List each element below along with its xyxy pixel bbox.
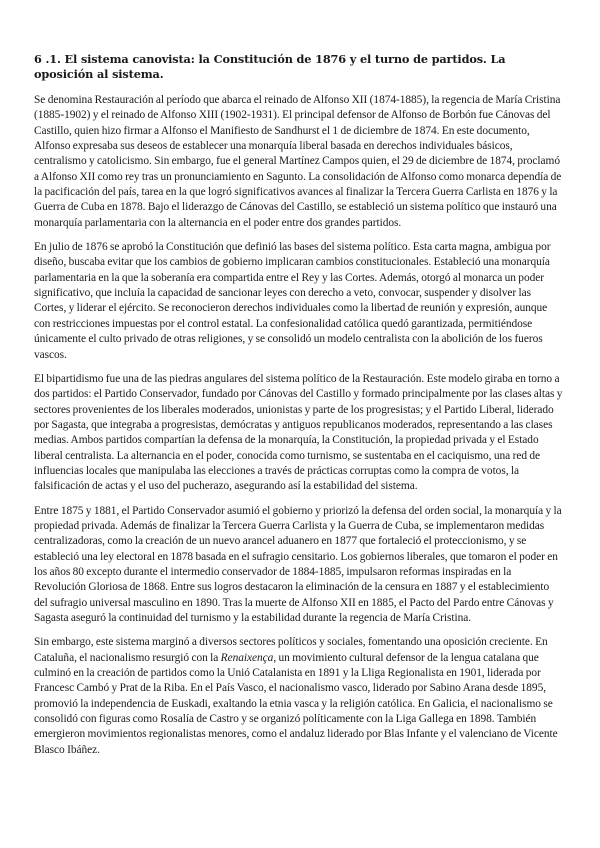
paragraph-text: , un movimiento cultural defensor de la lengua catalana que culminó en la creación de partidos como la Unió Catalanista en 1891 y la Lliga Regionalista en 1901, liderada por Francesc Cambó y Prat de la Riba. En el País Vasco, el nacionalismo vasco, liderado por Sabino Arana desde 1895, promovió la independencia de Euskadi, exaltando la etnia vasca y la religión católica. En Galicia, el nacionalismo se consolidó con figuras como Rosalía de Castro y se organizó políticamente con la Liga Gallega en 1898. También emergieron movimientos regionalistas menores, como el andaluz liderado por Blas Infante y el valenciano de Vicente Blasco Ibáñez.	[34, 651, 558, 756]
paragraph-text: Se denomina Restauración al período que abarca el reinado de Alfonso XII (1874-1885), la regencia de María Cristina (1885-1902) y el reinado de Alfonso XIII (1902-1931). El principal defensor de Alfonso de Borbón fue Cánovas del Castillo, quien hizo firmar a Alfonso el Manifiesto de Sandhurst el 1 de diciembre de 1874. En este documento, Alfonso expresaba sus deseos de establecer una monarquía liberal basada en derechos individuales básicos, centralismo y catolicismo. Sin embargo, fue el general Martínez Campos quien, el 29 de diciembre de 1874, proclamó a Alfonso XII como rey tras un pronunciamiento en Sagunto. La consolidación de Alfonso como monarca dependía de la pacificación del país, tarea en la que logró significativos avances al finalizar la Tercera Guerra Carlista en 1876 y la Guerra de Cuba en 1878. Bajo el liderazgo de Cánovas del Castillo, se estableció un sistema político que instauró una monarquía parlamentaria con la alternancia en el poder entre dos grandes partidos.	[34, 94, 562, 229]
paragraph-oposicion	[34, 635, 564, 758]
renaixenca-term: Renaixença	[220, 651, 274, 664]
paragraph-text: Sin embargo, este sistema marginó a diversos sectores políticos y sociales, fomentando una oposición creciente. En Cataluña, el nacionalismo resurgió con la	[34, 636, 548, 664]
paragraph-restauracion	[34, 93, 564, 231]
section-title: 6 .1. El sistema canovista: la Constitución de 1876 y el turno de partidos. La oposición al sistema.	[34, 52, 506, 81]
paragraph-text: El bipartidismo fue una de las piedras angulares del sistema político de la Restauración. Este modelo giraba en torno a dos partidos: el Partido Conservador, fundado por Cánovas del Castillo y formado principalmente por las clases altas y sectores provenientes de los liberales moderados, unionistas y parte de los progresistas; y el Partido Liberal, liderado por Sagasta, que integraba a progresistas, demócratas y antiguos republicanos moderados, representando a las clases medias. Ambos partidos compartían la defensa de la monarquía, la Constitución, la propiedad privada y el Estado liberal centralista. La alternancia en el poder, conocida como turnismo, se sustentaba en el caciquismo, una red de influencias locales que manipulaba las elecciones a través de prácticas corruptas como la compra de votos, la falsificación de actas y el uso del pucherazo, asegurando así la estabilidad del sistema.	[34, 372, 563, 493]
paragraph-turno-gobiernos	[34, 504, 564, 627]
paragraph-text: En julio de 1876 se aprobó la Constitución que definió las bases del sistema político. Esta carta magna, ambigua por diseño, buscaba evitar que los cambios de gobierno implicaran cambios constitucionales. Estableció una monarquía parlamentaria en la que la soberanía era compartida entre el Rey y las Cortes. Además, otorgó al monarca un poder significativo, que incluía la capacidad de sancionar leyes con derecho a veto, convocar, suspender y disolver las Cortes, y liderar el ejército. Se reconocieron derechos individuales como la libertad de reunión y expresión, aunque con restricciones impuestas por el control estatal. La confesionalidad católica quedó garantizada, permitiéndose únicamente el culto privado de otras religiones, y se consolidó un modelo centralista con la abolición de los fueros vascos.	[34, 241, 551, 361]
document-page	[34, 52, 564, 767]
paragraph-bipartidismo	[34, 372, 564, 495]
paragraph-constitucion	[34, 240, 564, 363]
paragraph-text: Entre 1875 y 1881, el Partido Conservador asumió el gobierno y priorizó la defensa del orden social, la monarquía y la propiedad privada. Además de finalizar la Tercera Guerra Carlista y la Guerra de Cuba, se implementaron medidas centralizadoras, como la creación de un nuevo arancel aduanero en 1877 que fortaleció el proteccionismo, y se estableció una ley electoral en 1878 basada en el sufragio censitario. Los gobiernos liberales, que tomaron el poder en los años 80 excepto durante el intermedio conservador de 1884-1885, impulsaron reformas inspiradas en la Revolución Gloriosa de 1868. Entre sus logros destacaron la eliminación de la censura en 1887 y el establecimiento del sufragio universal masculino en 1890. Tras la muerte de Alfonso XII en 1885, el Pacto del Pardo entre Cánovas y Sagasta aseguró la continuidad del turnismo y la estabilidad durante la regencia de María Cristina.	[34, 504, 562, 624]
